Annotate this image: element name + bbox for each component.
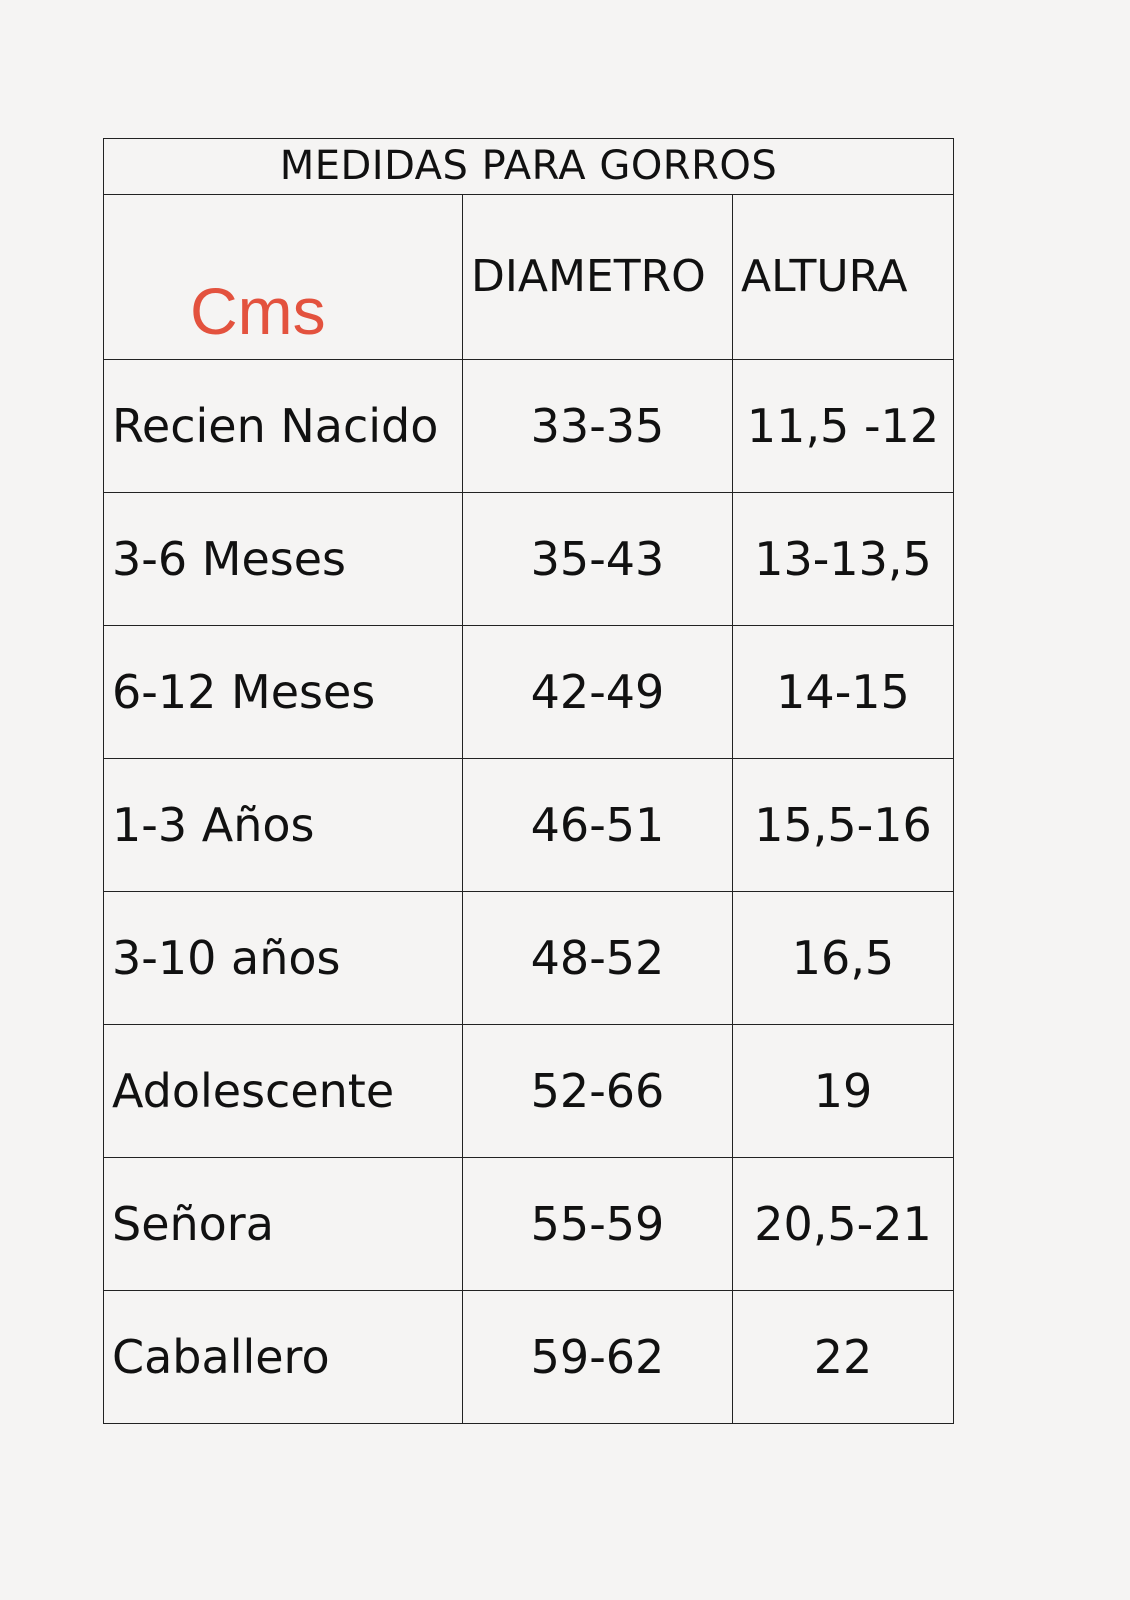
table-row — [104, 1291, 954, 1424]
diameter-value: 52-66 — [463, 1025, 733, 1158]
height-value: 11,5 -12 — [733, 360, 954, 493]
table-row — [104, 360, 954, 493]
table-row — [104, 626, 954, 759]
diameter-value: 59-62 — [463, 1291, 733, 1424]
row-label: Recien Nacido — [104, 360, 463, 493]
table-title: MEDIDAS PARA GORROS — [104, 139, 954, 195]
height-header: ALTURA — [733, 195, 954, 360]
row-label: 6-12 Meses — [104, 626, 463, 759]
table-row — [104, 1158, 954, 1291]
header-row — [104, 195, 954, 360]
height-value: 13-13,5 — [733, 493, 954, 626]
diameter-value: 46-51 — [463, 759, 733, 892]
height-value: 15,5-16 — [733, 759, 954, 892]
height-value: 16,5 — [733, 892, 954, 1025]
row-label: 1-3 Años — [104, 759, 463, 892]
height-value: 19 — [733, 1025, 954, 1158]
row-label: Caballero — [104, 1291, 463, 1424]
table-row — [104, 1025, 954, 1158]
units-label: Cms — [190, 274, 326, 348]
diameter-value: 42-49 — [463, 626, 733, 759]
table-row — [104, 493, 954, 626]
table-body — [104, 139, 954, 1424]
row-label: 3-10 años — [104, 892, 463, 1025]
title-row — [104, 139, 954, 195]
table-row — [104, 892, 954, 1025]
height-value: 14-15 — [733, 626, 954, 759]
diameter-value: 48-52 — [463, 892, 733, 1025]
diameter-header: DIAMETRO — [463, 195, 733, 360]
units-cell — [104, 195, 463, 360]
row-label: Adolescente — [104, 1025, 463, 1158]
hat-size-table — [103, 138, 954, 1424]
diameter-value: 35-43 — [463, 493, 733, 626]
diameter-value: 55-59 — [463, 1158, 733, 1291]
row-label: Señora — [104, 1158, 463, 1291]
row-label: 3-6 Meses — [104, 493, 463, 626]
height-value: 20,5-21 — [733, 1158, 954, 1291]
table-row — [104, 759, 954, 892]
height-value: 22 — [733, 1291, 954, 1424]
diameter-value: 33-35 — [463, 360, 733, 493]
